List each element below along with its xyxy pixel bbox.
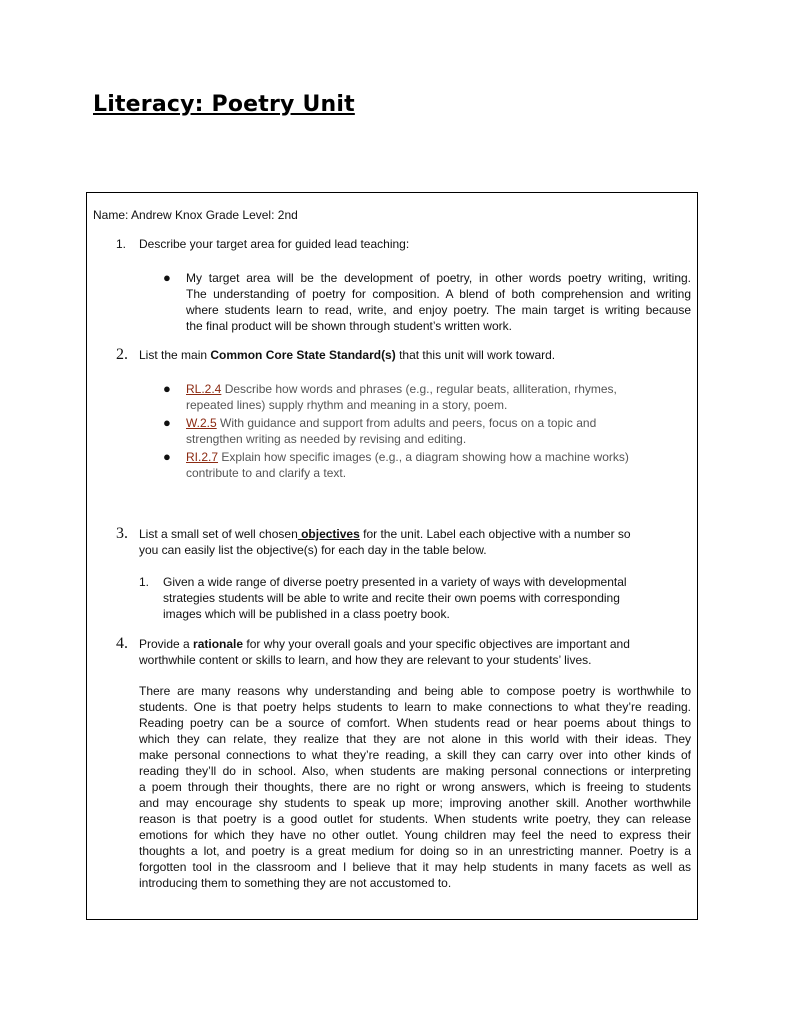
q1-target-paragraph: [186, 270, 691, 334]
bullet-icon: ●: [163, 415, 171, 430]
bullet-icon: ●: [163, 449, 171, 464]
document-title: Literacy: Poetry Unit: [93, 92, 355, 117]
q1-line: where students learn to read, write, and enjoy poetry. The main target is writing because: [186, 303, 691, 317]
q3-bold: objectives: [297, 527, 360, 541]
rationale-line: which they can relate, they realize that they are not alone in this world with their ideas. They: [139, 732, 691, 746]
standard-link[interactable]: RL.2.4: [186, 382, 222, 396]
rationale-paragraph: [139, 683, 691, 891]
standard-text: With guidance and support from adults and peers, focus on a topic and: [216, 416, 597, 430]
q3-label: [139, 526, 631, 542]
objective-line: strategies students will be able to write and recite their own poems with corresponding: [163, 591, 620, 605]
name-grade-header: Name: Andrew Knox Grade Level: 2nd: [93, 208, 298, 222]
standard-text-line2: strengthen writing as needed by revising and editing.: [186, 432, 467, 446]
objective-line: Given a wide range of diverse poetry presented in a variety of ways with developmental: [163, 575, 627, 589]
q4-number: 4.: [116, 635, 128, 652]
standard-text: Explain how specific images (e.g., a diagram showing how a machine works): [218, 450, 629, 464]
q1-label: Describe your target area for guided lead teaching:: [139, 237, 410, 251]
q3-post: for the unit. Label each objective with a number so: [359, 527, 631, 541]
objective-number: 1.: [139, 575, 150, 589]
q2-bold: Common Core State Standard(s): [210, 348, 396, 362]
q1-number: 1.: [116, 237, 127, 251]
q4-post: for why your overall goals and your specific objectives are important and: [243, 637, 630, 651]
q4-bold: rationale: [193, 637, 244, 651]
standard-link[interactable]: W.2.5: [186, 416, 217, 430]
q3-pre: List a small set of well chosen: [139, 527, 298, 541]
rationale-line: emotions for which they have no other outlet. Young children may feel the need to express their: [139, 828, 691, 842]
q1-line: the final product will be shown through student’s written work.: [186, 319, 512, 333]
objective-line: images which will be published in a class poetry book.: [163, 607, 450, 621]
rationale-line: students. One is that poetry helps students to learn to make connections to what they’re reading.: [139, 700, 691, 714]
q4-label-line2: worthwhile content or skills to learn, and how they are relevant to your students’ lives.: [139, 653, 592, 667]
q1-line: The understanding of poetry for composition. A blend of both comprehension and writing: [186, 287, 691, 301]
q3-number: 3.: [116, 525, 128, 542]
bullet-icon: ●: [163, 381, 171, 396]
standard-item: [186, 449, 629, 465]
rationale-line: There are many reasons why understanding and being able to compose poetry is worthwhile to: [139, 684, 691, 698]
q4-label: [139, 636, 630, 652]
rationale-line: reading they’ll do in school. Also, when students are making personal connections or interpreting: [139, 764, 691, 778]
rationale-line: introducing them to something they are not accustomed to.: [139, 876, 452, 890]
standard-item: [186, 381, 617, 397]
standard-item: [186, 415, 596, 431]
rationale-line: Reading poetry can be a source of comfort. When students read or hear poems about things to: [139, 716, 691, 730]
q4-pre: Provide a: [139, 637, 194, 651]
rationale-line: forgotten tool in the classroom and I believe that it may help students in many facets as well as: [139, 860, 691, 874]
q1-line: My target area will be the development of poetry, in other words poetry writing, writing.: [186, 271, 691, 285]
q2-pre: List the main: [139, 348, 211, 362]
rationale-line: and may encourage shy students to speak up more; improving another skill. Another worthwhile: [139, 796, 691, 810]
rationale-line: thoughts a lot, and poetry is a great medium for doing so in an unrestricting manner. Poetry is a: [139, 844, 691, 858]
q2-label: [139, 347, 555, 363]
q2-number: 2.: [116, 346, 128, 363]
q2-post: that this unit will work toward.: [395, 348, 556, 362]
standard-text-line2: contribute to and clarify a text.: [186, 466, 347, 480]
q3-label-line2: you can easily list the objective(s) for each day in the table below.: [139, 543, 487, 557]
rationale-line: a poem through their thoughts, there are no right or wrong answers, which is freeing to students: [139, 780, 691, 794]
standard-link[interactable]: RI.2.7: [186, 450, 219, 464]
standard-text: Describe how words and phrases (e.g., regular beats, alliteration, rhymes,: [221, 382, 617, 396]
rationale-line: reason is that poetry is a good outlet for students. When students write poetry, they can release: [139, 812, 691, 826]
rationale-line: make personal connections to what they’re reading, a skill they can carry over into other kinds of: [139, 748, 691, 762]
bullet-icon: ●: [163, 270, 171, 285]
standard-text-line2: repeated lines) supply rhythm and meaning in a story, poem.: [186, 398, 508, 412]
